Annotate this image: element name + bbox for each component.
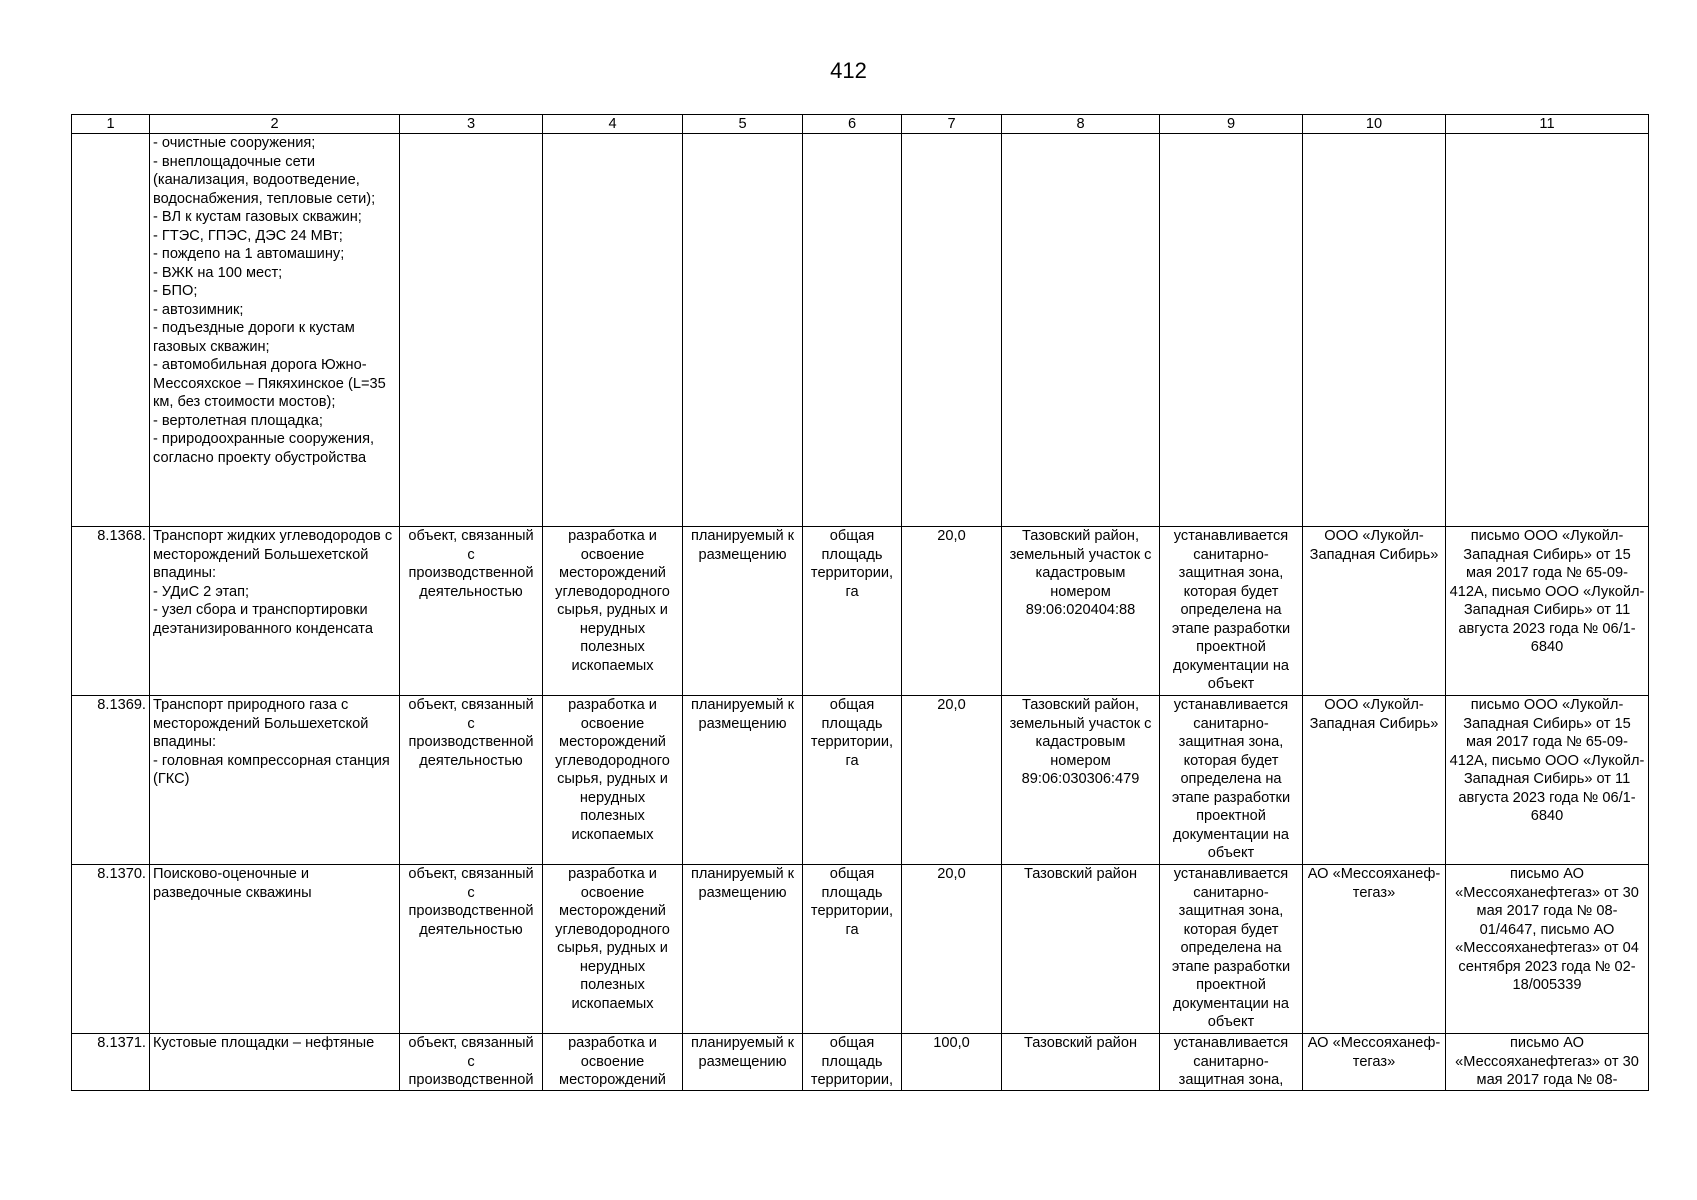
table-row <box>72 696 1649 865</box>
cell-location: Тазовский район, земельный участок с кадастровым номером 89:06:020404:88 <box>1002 527 1160 696</box>
header-cell: 4 <box>543 115 683 134</box>
cell-org: АО «Мессояханеф-тегаз» <box>1303 1034 1446 1091</box>
cell-basis: письмо ООО «Лукойл-Западная Сибирь» от 15 мая 2017 года № 65-09-412А, письмо ООО «Лукойл-Западная Сибирь» от 11 августа 2023 года № 06/1-6840 <box>1446 696 1649 865</box>
cell-name: Поисково-оценочные и разведочные скважины <box>150 865 400 1034</box>
cell-purpose: разработка и освоение месторождений углеводородного сырья, рудных и нерудных полезных ископаемых <box>543 696 683 865</box>
register-table <box>71 114 1649 1091</box>
cell-status: планируемый к размещению <box>683 1034 803 1091</box>
cell-num: 8.1368. <box>72 527 150 696</box>
cell-name: - очистные сооружения; - внеплощадочные сети (канализация, водоотведение, водоснабжения, тепловые сети); - ВЛ к кустам газовых скважин; - ГТЭС, ГПЭС, ДЭС 24 МВт; - пождепо на 1 автомашину; - ВЖК на 100 мест; - БПО; - автозимник; - подъездные дороги к кустам газовых скважин; - автомобильная дорога Южно-Мессояхское – Пякяхинское (L=35 км, без стоимости мостов); - вертолетная площадка; - природоохранные сооружения, согласно проекту обустройства <box>150 134 400 527</box>
header-cell: 6 <box>803 115 902 134</box>
cell-org: АО «Мессояханеф-тегаз» <box>1303 865 1446 1034</box>
cell-location: Тазовский район <box>1002 865 1160 1034</box>
cell-basis: письмо АО «Мессояханефтегаз» от 30 мая 2017 года № 08- <box>1446 1034 1649 1091</box>
cell-org: ООО «Лукойл-Западная Сибирь» <box>1303 527 1446 696</box>
header-cell: 5 <box>683 115 803 134</box>
cell-zone: устанавливается санитарно-защитная зона, <box>1160 1034 1303 1091</box>
cell-num: 8.1370. <box>72 865 150 1034</box>
cell-value: 20,0 <box>902 865 1002 1034</box>
cell-num: 8.1369. <box>72 696 150 865</box>
cell-num: 8.1371. <box>72 1034 150 1091</box>
cell-status: планируемый к размещению <box>683 527 803 696</box>
cell-value: 100,0 <box>902 1034 1002 1091</box>
cell-characteristic: общая площадь территории, <box>803 1034 902 1091</box>
cell-characteristic: общая площадь территории, га <box>803 865 902 1034</box>
cell-basis: письмо ООО «Лукойл-Западная Сибирь» от 15 мая 2017 года № 65-09-412А, письмо ООО «Лукойл-Западная Сибирь» от 11 августа 2023 года № 06/1-6840 <box>1446 527 1649 696</box>
cell-zone: устанавливается санитарно-защитная зона, которая будет определена на этапе разработки проектной документации на объект <box>1160 865 1303 1034</box>
header-cell: 9 <box>1160 115 1303 134</box>
header-cell: 2 <box>150 115 400 134</box>
header-cell: 10 <box>1303 115 1446 134</box>
header-row <box>72 115 1649 134</box>
cell-characteristic: общая площадь территории, га <box>803 696 902 865</box>
page-number: 412 <box>830 58 867 83</box>
cell-name: Транспорт жидких углеводородов с месторождений Большехетской впадины: - УДиС 2 этап; - узел сбора и транспортировки деэтанизированного конденсата <box>150 527 400 696</box>
cell-name: Транспорт природного газа с месторождений Большехетской впадины: - головная компрессорная станция (ГКС) <box>150 696 400 865</box>
cell-zone: устанавливается санитарно-защитная зона, которая будет определена на этапе разработки проектной документации на объект <box>1160 696 1303 865</box>
header-cell: 11 <box>1446 115 1649 134</box>
cell-value: 20,0 <box>902 696 1002 865</box>
cell-basis: письмо АО «Мессояханефтегаз» от 30 мая 2017 года № 08-01/4647, письмо АО «Мессояханефтегаз» от 04 сентября 2023 года № 02-18/005339 <box>1446 865 1649 1034</box>
header-cell: 1 <box>72 115 150 134</box>
cell-value: 20,0 <box>902 527 1002 696</box>
cell-num <box>72 134 150 527</box>
header-cell: 8 <box>1002 115 1160 134</box>
cell-type: объект, связанный с производственной деятельностью <box>400 696 543 865</box>
cell-location: Тазовский район <box>1002 1034 1160 1091</box>
cell-purpose: разработка и освоение месторождений <box>543 1034 683 1091</box>
cell-purpose: разработка и освоение месторождений углеводородного сырья, рудных и нерудных полезных ископаемых <box>543 865 683 1034</box>
cell-name: Кустовые площадки – нефтяные <box>150 1034 400 1091</box>
cell-characteristic: общая площадь территории, га <box>803 527 902 696</box>
cell-type: объект, связанный с производственной <box>400 1034 543 1091</box>
table-row-continuation <box>72 134 1649 527</box>
cell-org: ООО «Лукойл-Западная Сибирь» <box>1303 696 1446 865</box>
cell-zone: устанавливается санитарно-защитная зона, которая будет определена на этапе разработки проектной документации на объект <box>1160 527 1303 696</box>
header-cell: 3 <box>400 115 543 134</box>
cell-purpose: разработка и освоение месторождений углеводородного сырья, рудных и нерудных полезных ископаемых <box>543 527 683 696</box>
cell-status: планируемый к размещению <box>683 696 803 865</box>
cell-type: объект, связанный с производственной деятельностью <box>400 865 543 1034</box>
table-row <box>72 1034 1649 1091</box>
table-row <box>72 527 1649 696</box>
cell-location: Тазовский район, земельный участок с кадастровым номером 89:06:030306:479 <box>1002 696 1160 865</box>
cell-status: планируемый к размещению <box>683 865 803 1034</box>
header-cell: 7 <box>902 115 1002 134</box>
cell-type: объект, связанный с производственной деятельностью <box>400 527 543 696</box>
table-row <box>72 865 1649 1034</box>
